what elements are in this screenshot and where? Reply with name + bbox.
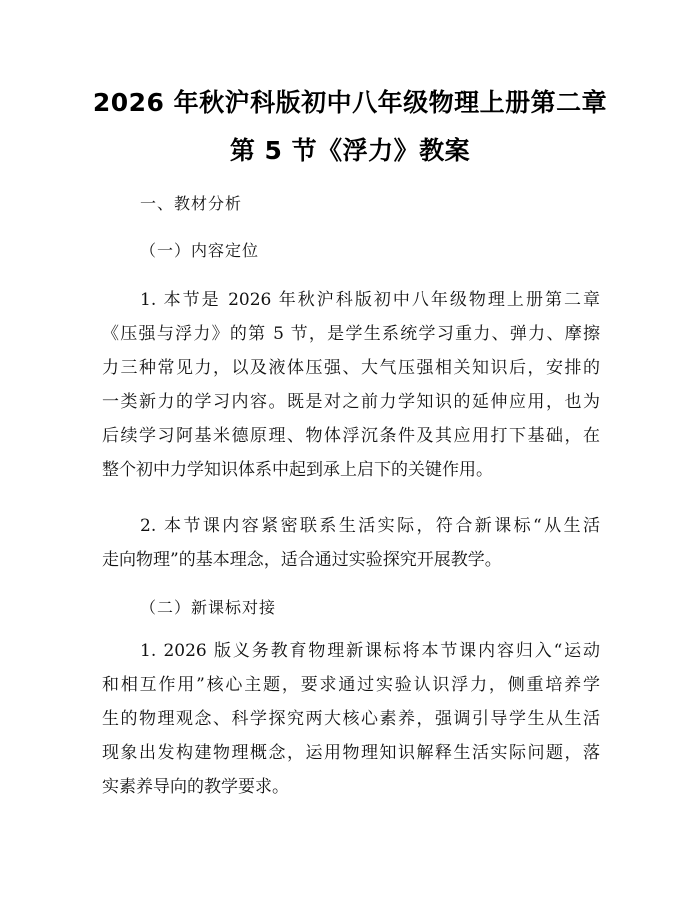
paragraph-line: 走向物理”的基本理念，适合通过实验探究开展教学。 (102, 550, 502, 570)
paragraph-line: 1. 本节是 2026 年秋沪科版初中八年级物理上册第二章 (140, 290, 600, 310)
paragraph-line: 生的物理观念、科学探究两大核心素养，强调引导学生从生活 (102, 709, 600, 729)
paragraph-line: 实素养导向的教学要求。 (102, 777, 289, 797)
paragraph-line: 2. 本节课内容紧密联系生活实际，符合新课标“从生活 (140, 516, 600, 536)
paragraph-line: 现象出发构建物理概念，运用物理知识解释生活实际问题，落 (102, 743, 600, 763)
paragraph-line: 《压强与浮力》的第 5 节，是学生系统学习重力、弹力、摩擦 (102, 324, 600, 344)
paragraph-curriculum-alignment-1 (102, 634, 600, 804)
paragraph-line: 和相互作用”核心主题，要求通过实验认识浮力，侧重培养学 (102, 675, 600, 695)
paragraph-content-positioning-1 (102, 283, 600, 487)
section-heading-textbook-analysis: 一、教材分析 (140, 194, 243, 213)
paragraph-line: 整个初中力学知识体系中起到承上启下的关键作用。 (102, 460, 493, 480)
document-title-line-1: 2026 年秋沪科版初中八年级物理上册第二章 (92, 88, 608, 117)
paragraph-line: 1. 2026 版义务教育物理新课标将本节课内容归入“运动 (140, 641, 600, 661)
document-title-line-2: 第 5 节《浮力》教案 (229, 136, 471, 165)
paragraph-content-positioning-2 (102, 509, 600, 577)
paragraph-line: 一类新力的学习内容。既是对之前力学知识的延伸应用，也为 (102, 392, 600, 412)
subsection-heading-content-positioning: （一）内容定位 (140, 241, 260, 260)
subsection-heading-curriculum-alignment: （二）新课标对接 (140, 598, 277, 617)
paragraph-line: 后续学习阿基米德原理、物体浮沉条件及其应用打下基础，在 (102, 426, 600, 446)
paragraph-line: 力三种常见力，以及液体压强、大气压强相关知识后，安排的 (102, 358, 600, 378)
